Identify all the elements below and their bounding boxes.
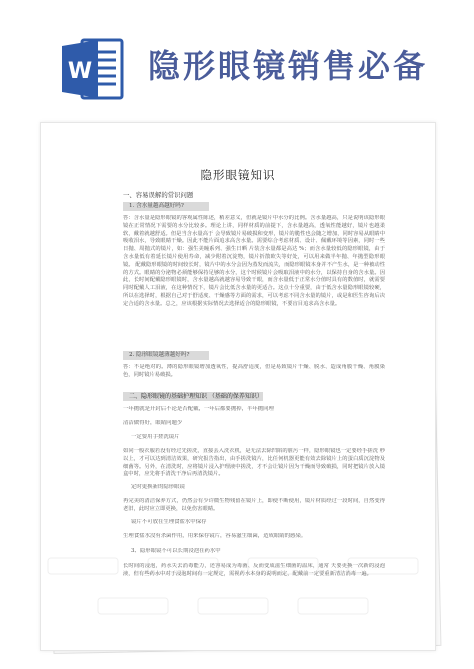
document-title: 隐形眼镜知识 [200, 168, 276, 182]
paragraph-2: 答：不是绝对的。薄的隐形眼镜增加透氧性，提高舒适度，但是易致镜片干燥、脱水、造成角膜干燥、角膜染色，同时镜片易破损。 [123, 364, 385, 378]
paragraph-6: 长时间的浸泡，药水失去消毒能力，还容易成为毒菌、反而变成滋生细菌的温床，通常 天要更换一次新的浸泡液，但有些药水中对于浸泡时间有一定规定，需视药水本身的说明而定，配戴前一定要重新清洁消毒一遍。 [123, 563, 385, 577]
text-line-2: 清洁做得好，眼睛问题少 [123, 420, 183, 426]
text-line-1: 一年抛就是开封后不论是否配戴，一年后都要抛掉，半年抛同理 [123, 406, 274, 412]
text-line-6: 3、隐形眼镜不可以长期浸泡在药水中 [131, 548, 221, 554]
document-page [40, 122, 436, 651]
word-document-icon [60, 36, 126, 102]
paragraph-1: 答：含水量是隐形眼镜的客观属性陈述，稍差意义，但就是镜片中水分的比例。含水量越高，只是说明该隐形眼镜在正常情况下需要的水分比较多。理论上讲，同样材质的前提下，含水量越高，透氧性能越好，镜片也越柔软，戴着就越舒适。但是当含水量高于 会导致镜片易破损和变形，镜片的脆性也会随之增加，同时容易从眼睛中吸收泪水，导致眼睛干燥。因此不能片面追求高含水量。需要综合考虑材质、设计、佩戴环境等因素，同时一些日抛、周抛式的镜片，如：强生美瞳系列、强生日晒 片装含水量都是高达 %；而含水量较低的隐形眼镜，由于含水量低有着延长镜片使用寿命，减少附着沉淀物，镜片折散欧失等好处，可以用来做半年抛、年抛型隐形眼镜。 配戴隐形眼镜的时间较长时，镜片中的水分会因为蒸发而流失，而隐形眼镜本身并不产生水，是一种被动性的方式。眼睛的分泌物必须能够保持足够的水分，这个时候镜片会吸取泪液中的水分，以保持自身的含水量。因此，长时间配戴隐形眼镜时，含水量越高就越容易导致干眼，而含水量低于正常水分值时具有的数值时，就需要同时配戴人工泪液，在这种情况下，镜片会比低含水量的更适合。这点十分重要，由于低含水量隐形眼镜较硬，所以在选择时，根据自己对于舒适度、干燥感等方面的需求，可以考虑不同含水量的镜片，或是和医生咨询后决定合适的含水量。总之，应该根据实际情况去选择适合的隐形眼镜，不要盲目追求高含水量。 [123, 215, 385, 307]
paragraph-3: 如同一般衣服若没有经过先搓洗，直接丢入洗衣机，是无法去除凹陷的脏污一样，隐形眼镜也一定要经手搓洗 秒以上，才可以达到清洁效果，研究报告指出，由手搓洗镜片，比任何机器更能有效去除镜片上的蛋白质沉淀物及细菌等。另外，在清洗时，应将镜片浸入护理液中搓洗，才不会让镜片因为干燥而导致破损，同时把镜片放入镜盒中时，应先将手清洗干净后再清洗镜片。 [123, 448, 385, 478]
section-heading-2: 二、隐形眼镜的基础护理知识 （基础的保养知识） [123, 392, 263, 401]
text-line-4: 定时更换新的隐形眼镜 [131, 484, 185, 490]
paragraph-5: 生理食盐水没有杀菌作用，用来保存镜片，容易滋生细菌，造成眼睛的感染。 [123, 533, 307, 539]
text-line-3: 一定要用手搓洗镜片 [131, 434, 180, 440]
header-banner [0, 0, 474, 118]
question-heading-2: 2. 隐形眼镜越薄越好吗? [123, 351, 209, 360]
page-title: 隐形眼镜销售必备 [148, 47, 429, 85]
text-line-5: 镜片不可放在生理食盐水中保存 [131, 519, 207, 525]
question-heading-1: 1. 含水量越高越好吗? [123, 202, 209, 211]
paragraph-4: 再完美的清洁保养方式，仍然会有少许微生物残留在镜片上，即使不断使用，镜片材质经过一段时间，自然变得老旧，此时应立即更换，以免伤害眼睛。 [123, 498, 385, 512]
section-heading-1: 一、容易误解的常识问题 [123, 191, 194, 199]
word-letter: W [67, 59, 93, 84]
